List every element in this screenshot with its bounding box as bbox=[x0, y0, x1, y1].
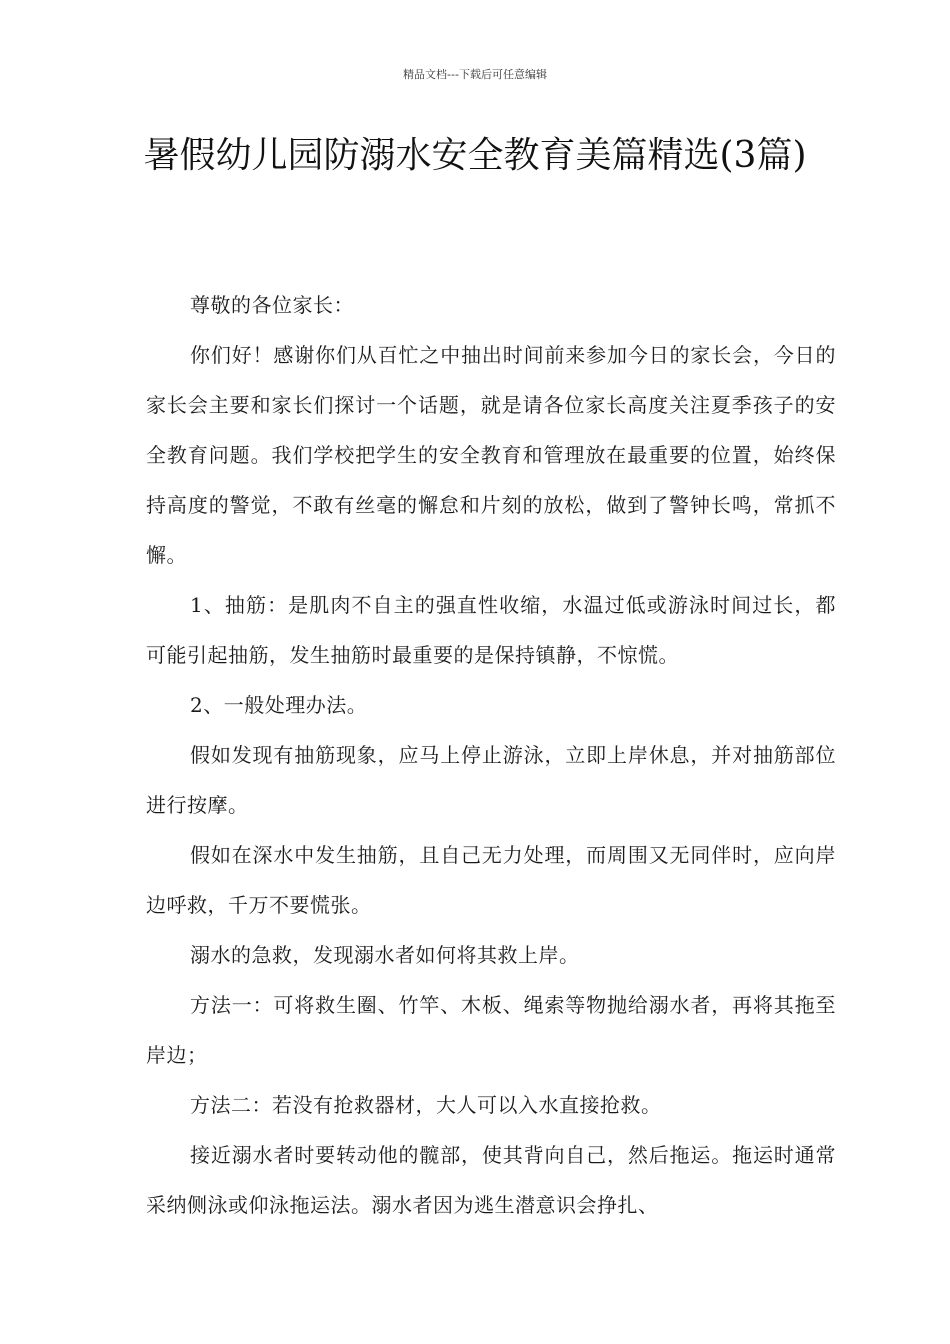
paragraph-method-one: 方法一：可将救生圈、竹竿、木板、绳索等物抛给溺水者，再将其拖至岸边； bbox=[146, 993, 836, 1067]
paragraph-cramp-deep: 假如在深水中发生抽筋，且自己无力处理，而周围又无同伴时，应向岸边呼救，千万不要慌张。 bbox=[146, 843, 836, 917]
paragraph-approach: 接近溺水者时要转动他的髋部，使其背向自己，然后拖运。拖运时通常采纳侧泳或仰泳拖运法。溺水者因为逃生潜意识会挣扎、 bbox=[146, 1143, 836, 1217]
paragraph-rescue-heading: 溺水的急救，发现溺水者如何将其救上岸。 bbox=[190, 943, 580, 967]
paragraph-intro: 你们好！感谢你们从百忙之中抽出时间前来参加今日的家长会，今日的家长会主要和家长们探讨一个话题，就是请各位家长高度关注夏季孩子的安全教育问题。我们学校把学生的安全教育和管理放在最重要的位置，始终保持高度的警觉，不敢有丝毫的懈怠和片刻的放松，做到了警钟长鸣，常抓不懈。 bbox=[146, 343, 836, 567]
paragraph-cramp: 1、抽筋：是肌肉不自主的强直性收缩，水温过低或游泳时间过长，都可能引起抽筋，发生抽筋时最重要的是保持镇静，不惊慌。 bbox=[146, 593, 836, 667]
paragraph-greeting: 尊敬的各位家长： bbox=[190, 293, 354, 317]
paragraph-cramp-shore: 假如发现有抽筋现象，应马上停止游泳，立即上岸休息，并对抽筋部位进行按摩。 bbox=[146, 743, 836, 817]
header-note: 精品文档---下载后可任意编辑 bbox=[403, 68, 547, 81]
document-body bbox=[146, 280, 836, 1230]
document-title: 暑假幼儿园防溺水安全教育美篇精选(3篇) bbox=[143, 135, 807, 176]
paragraph-method-two: 方法二：若没有抢救器材，大人可以入水直接抢救。 bbox=[190, 1093, 662, 1117]
paragraph-method-heading: 2、一般处理办法。 bbox=[190, 693, 368, 717]
